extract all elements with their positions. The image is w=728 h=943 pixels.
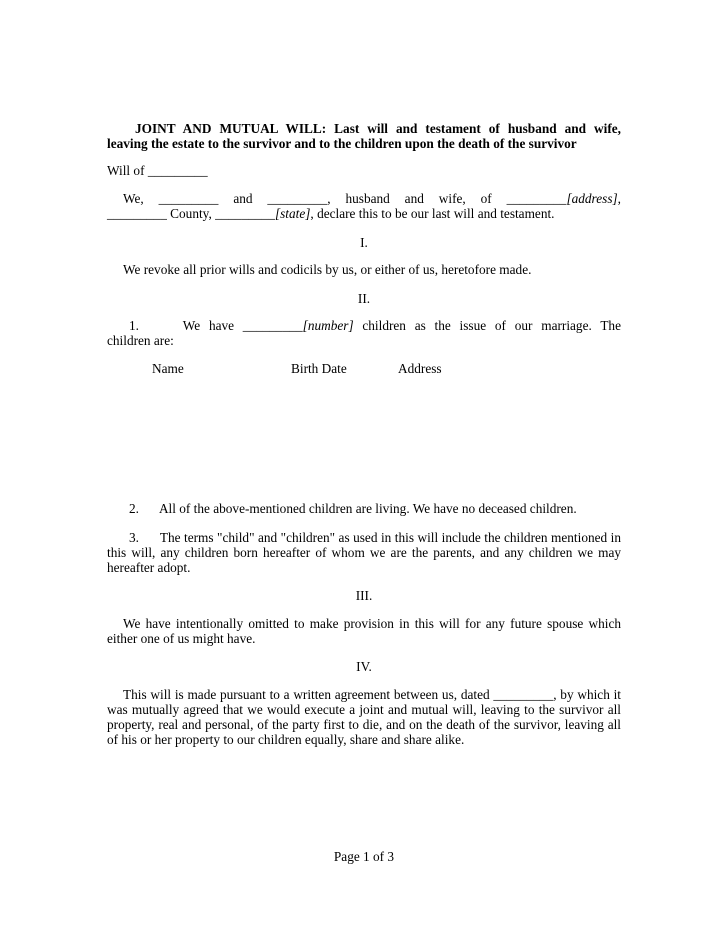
revocation-paragraph: We revoke all prior wills and codicils by us, or either of us, heretofore made. [123,262,532,277]
document-title [107,121,621,151]
children-count-paragraph [107,318,621,348]
future-spouse-paragraph: We have intentionally omitted to make provision in this will for any future spouse which either one of us might have. [107,616,621,646]
children-count-line-2: children are: [107,333,174,348]
section-heading-1: I. [360,235,368,250]
section-heading-3: III. [355,588,373,603]
intro-line-2: _________ County, _________[state], declare this to be our last will and testament. [107,206,555,221]
children-definition-paragraph: 3. The terms "child" and "children" as used in this will include the children mentioned in this will, any children born hereafter of whom we are the parents, and any children we may hereafter adopt. [107,530,621,575]
title-line-1: JOINT AND MUTUAL WILL: Last will and testament of husband and wife, [135,121,621,136]
will-of-line: Will of _________ [107,163,208,178]
column-header-name: Name [152,361,184,376]
intro-line-1: We, _________ and _________, husband and wife, of _________[address], [123,191,621,206]
section-heading-4: IV. [356,659,372,674]
column-header-address: Address [398,361,442,376]
intro-paragraph [107,191,621,221]
section-heading-2: II. [357,291,371,306]
agreement-paragraph: This will is made pursuant to a written agreement between us, dated _________, by which it was mutually agreed that we would execute a joint and mutual will, leaving to the survivor all property, real and personal, of the party first to die, and on the death of the survivor, leaving all of his or her property to our children equally, share and share alike. [107,687,621,747]
column-header-birth-date: Birth Date [291,361,347,376]
children-count-line-1: 1. We have _________[number] children as the issue of our marriage. The [129,318,621,333]
page-number: Page 1 of 3 [333,849,395,864]
title-line-2: leaving the estate to the survivor and to the children upon the death of the survivor [107,136,577,151]
living-children-paragraph: 2. All of the above-mentioned children are living. We have no deceased children. [129,501,577,516]
